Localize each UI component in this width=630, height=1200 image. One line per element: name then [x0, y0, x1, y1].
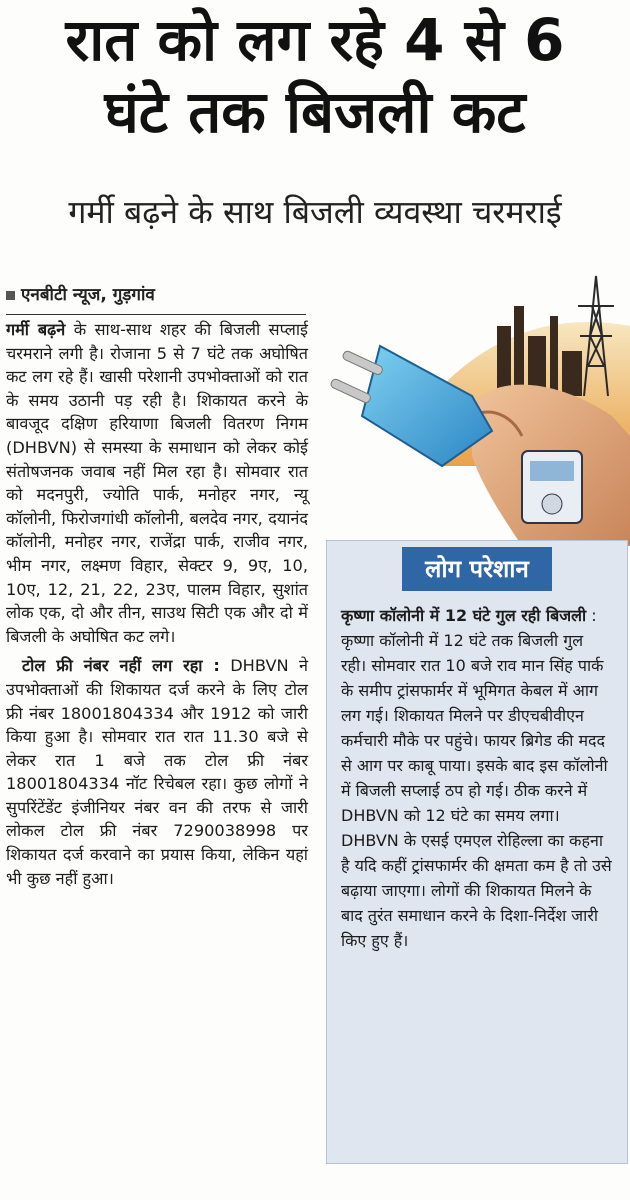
- subheadline: गर्मी बढ़ने के साथ बिजली व्यवस्था चरमराई: [68, 193, 562, 231]
- article-paragraph-2: [6, 654, 308, 890]
- headline-line-2: घंटे तक बिजली कट: [104, 78, 526, 146]
- sidebar-text: [327, 591, 627, 953]
- sidebar-box: [326, 540, 628, 1164]
- lead-bold-text: गर्मी बढ़ने: [6, 320, 66, 339]
- subheading-toll-free: टोल फ्री नंबर नहीं लग रहा :: [22, 656, 220, 676]
- headline-line-1: रात को लग रहे 4 से 6: [65, 6, 565, 74]
- byline-text: एनबीटी न्यूज, गुड़गांव: [21, 285, 155, 305]
- sidebar-lead-bold: कृष्णा कॉलोनी में 12 घंटे गुल रही बिजली: [341, 606, 587, 625]
- paragraph-2-text: DHBVN ने उपभोक्ताओं की शिकायत दर्ज करने के लिए टोल फ्री नंबर 18001804334 और 1912 को जारी किया हुआ है। सोमवार रात रात 11.30 बजे से लेकर रात 1 बजे तक टोल फ्री नंबर 18001804334 नॉट रिचेबल रहा। कुछ लोगों ने सुपरिंटेंडेंट इंजीनियर नंबर वन की तरफ से जारी लोकल टोल फ्री नंबर 7290038998 पर शिकायत दर्ज करवाने का प्रयास किया, लेकिन यहां भी कुछ नहीं हुआ।: [6, 656, 309, 888]
- sidebar-body-text: : कृष्णा कॉलोनी में 12 घंटे तक बिजली गुल रही। सोमवार रात 10 बजे राव मान सिंह पार्क के समीप ट्रांसफार्मर में भूमिगत केबल में आग लग गई। शिकायत मिलने पर डीएचबीवीएन कर्मचारी मौके पर पहुंचे। फायर ब्रिगेड की मदद से आग पर काबू पाया। इसके बाद इस कॉलोनी में बिजली सप्लाई ठप हो गई। ठीक करने में DHBVN को 12 घंटे का समय लगा। DHBVN के एसई एमएल रोहिल्ला का कहना है यदि कहीं ट्रांसफार्मर की क्षमता कम है तो उसे बढ़ाया जाएगा। लोगों की शिकायत मिलने के बाद तुरंत समाधान करने के दिशा-निर्देश जारी किए हुए हैं।: [341, 606, 612, 950]
- byline: [6, 282, 316, 305]
- headline: [0, 4, 630, 148]
- article-paragraph-1: [6, 318, 308, 648]
- power-plug-illustration: [322, 266, 630, 546]
- sidebar-heading: लोग परेशान: [402, 547, 552, 591]
- article-body: [6, 318, 308, 1188]
- byline-square-icon: [6, 291, 15, 300]
- paragraph-1-text: के साथ-साथ शहर की बिजली सप्लाई चरमराने लगी है। रोजाना 5 से 7 घंटे तक अघोषित कट लग रहे हैं। खासी परेशानी उपभोक्ताओं को रात के समय उठानी पड़ रही है। शिकायत करने के बावजूद दक्षिण हरियाणा बिजली वितरण निगम (DHBVN) से समस्या के समाधान को लेकर कोई संतोषजनक जवाब नहीं मिल रहा है। सोमवार रात को मदनपुरी, ज्योति पार्क, मनोहर नगर, न्यू कॉलोनी, फिरोजगांधी कॉलोनी, बलदेव नगर, दयानंद कॉलोनी, मनोहर नगर, राजेंद्रा पार्क, राजीव नगर, भीम नगर, लक्ष्मण विहार, सेक्टर 9, 9ए, 10, 10ए, 12, 21, 22, 23ए, पालम विहार, सुशांत लोक एक, दो और तीन, साउथ सिटी एक और दो में बिजली के अघोषित कट लगे।: [6, 320, 309, 646]
- byline-divider: [6, 314, 306, 315]
